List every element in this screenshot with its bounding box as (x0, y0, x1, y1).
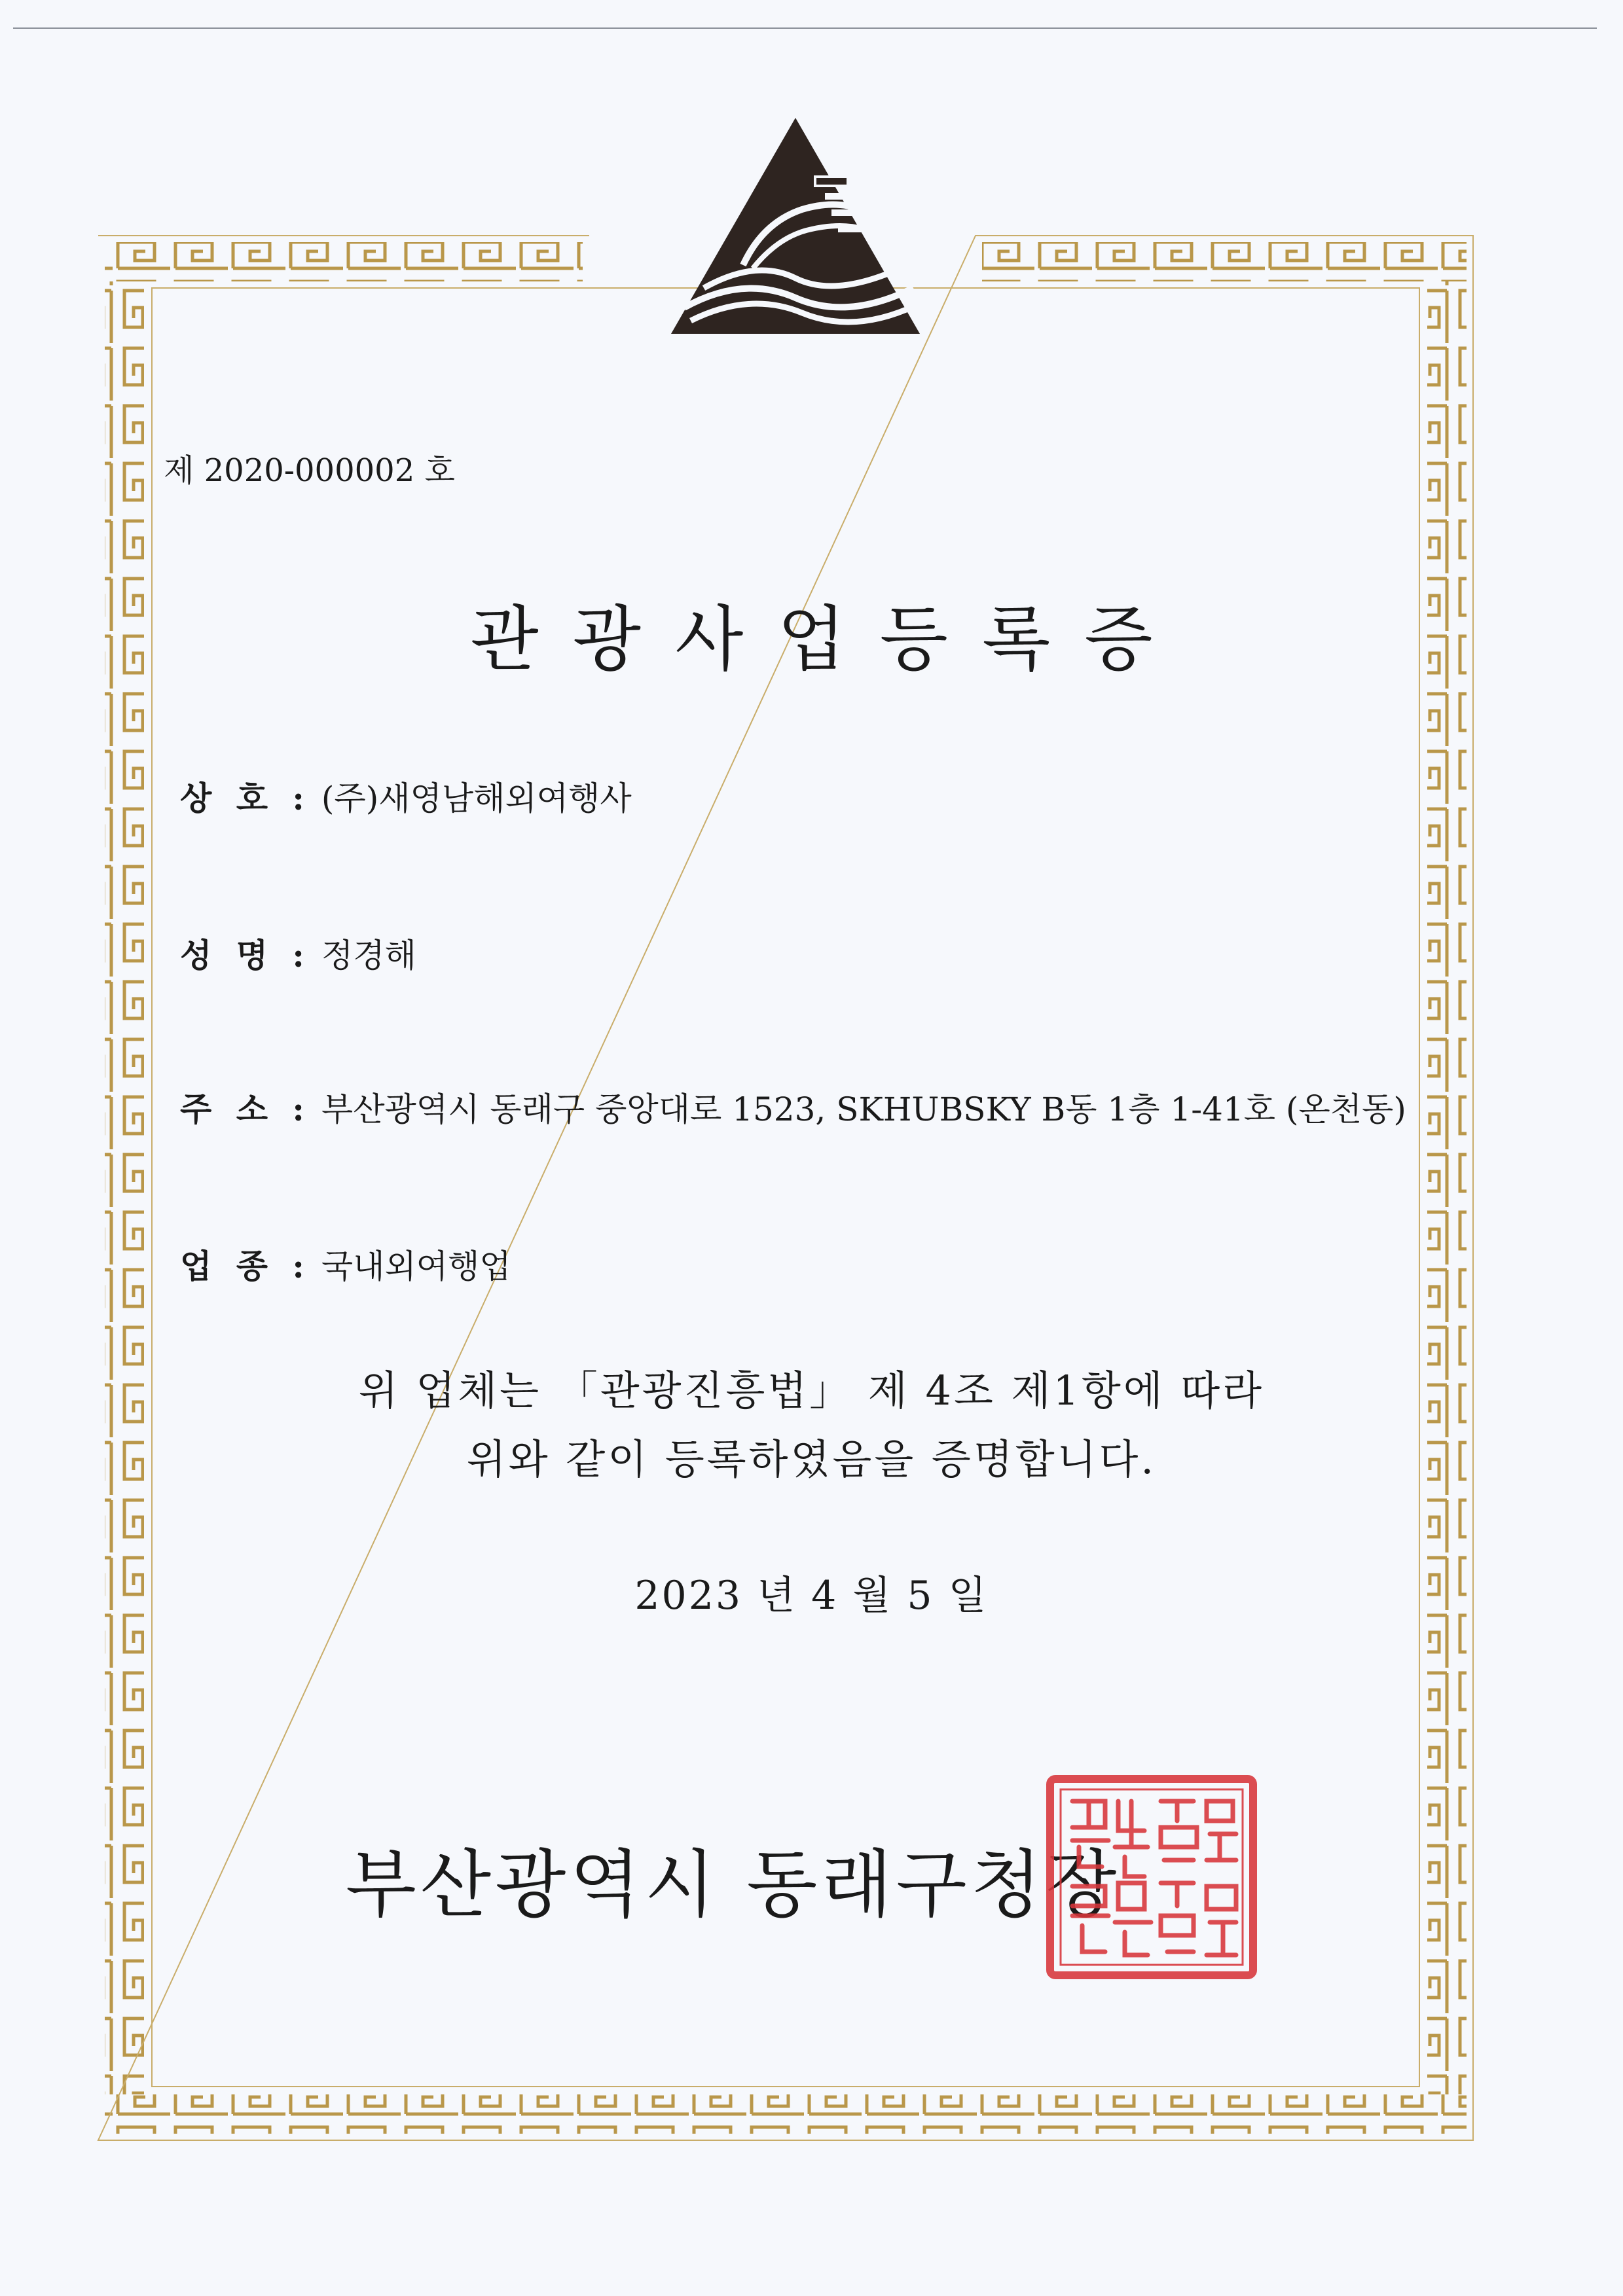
registration-number: 제 2020-000002 호 (164, 452, 455, 489)
issue-date: 2023 년 4 월 5 일 (634, 1573, 989, 1619)
document-title: 관광사업등록증 (470, 599, 1187, 681)
field-business-type (180, 1240, 511, 1287)
field-value: 정경해 (321, 937, 416, 975)
official-seal-icon (1046, 1775, 1257, 1979)
emblem-triangle-icon (665, 111, 926, 347)
field-label: 상 호 : (180, 779, 311, 817)
field-label: 업 종 : (180, 1247, 311, 1285)
field-address (180, 1083, 1406, 1130)
statement-line-1: 위 업체는 「관광진흥법」 제 4조 제1항에 따라 (358, 1367, 1265, 1414)
field-label: 주 소 : (180, 1090, 311, 1128)
field-representative (180, 929, 416, 977)
field-value: (주)새영남해외여행사 (321, 780, 632, 817)
field-value: 국내외여행업 (321, 1247, 511, 1285)
field-company-name (180, 772, 632, 819)
field-label: 성 명 : (180, 936, 311, 975)
field-value: 부산광역시 동래구 중앙대로 1523, SKHUBSKY B동 1층 1-41호 (온천동) (321, 1090, 1406, 1128)
statement-line-2: 위와 같이 등록하였음을 증명합니다. (466, 1435, 1157, 1483)
issuer-name: 부산광역시 동래구청장 (345, 1842, 1121, 1928)
